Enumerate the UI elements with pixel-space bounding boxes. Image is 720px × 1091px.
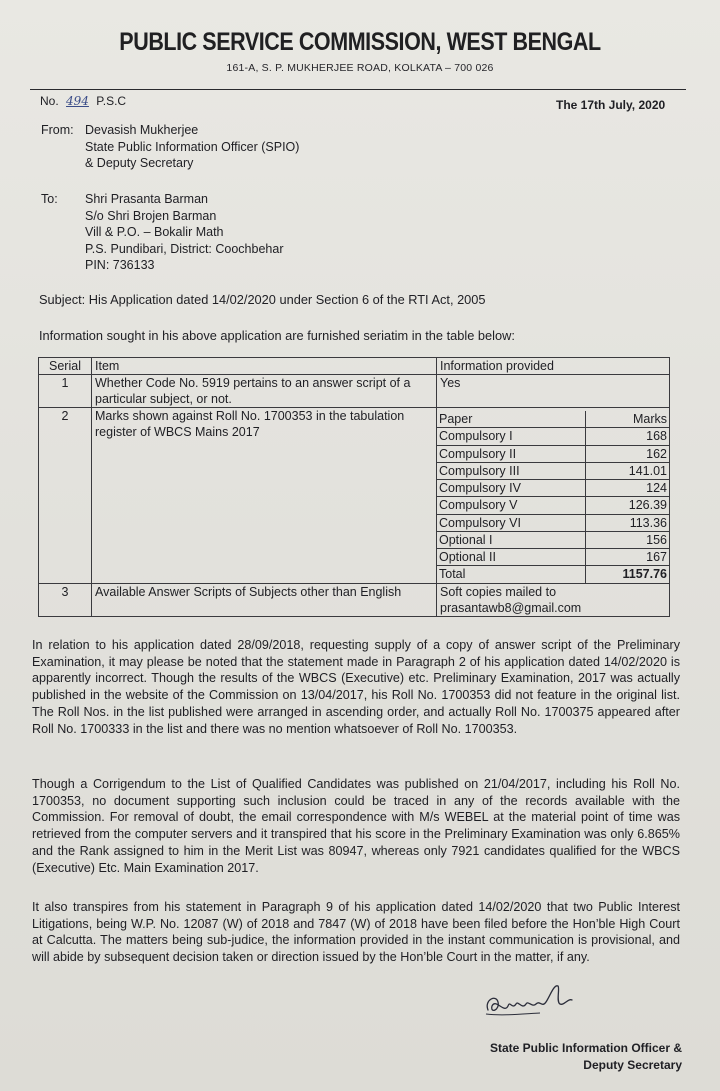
subject-line: Subject: His Application dated 14/02/2020 under Section 6 of the RTI Act, 2005: [39, 292, 486, 307]
row-info: [437, 583, 670, 616]
information-table: [38, 357, 670, 617]
marks-row: [437, 462, 669, 479]
total-label: Total: [437, 566, 585, 583]
signoff-line: State Public Information Officer &: [489, 1041, 682, 1055]
marks-header-marks: Marks: [585, 411, 669, 428]
marks-row: [437, 480, 669, 497]
paper-name: Compulsory II: [437, 445, 585, 462]
signature-image: [482, 980, 582, 1022]
paper-marks: 141.01: [585, 462, 669, 479]
marks-cell: [437, 408, 670, 584]
to-block: [41, 191, 405, 274]
paragraph-3: It also transpires from his statement in Paragraph 9 of his application dated 14/02/2020 that two Public Interest Litigations, being W.P. No. 12087 (W) of 2018 and 7847 (W) of 2018 have been filed before the Hon’ble High Court at Calcutta. The matters being sub-judice, the information provided in the instant communication is provisional, and will abide by subsequent decision taken or direction issued by the Hon’ble Court in the matter, if any.: [32, 900, 680, 965]
to-line: P.S. Pundibari, District: Coochbehar: [85, 241, 284, 256]
paper-marks: 124: [585, 480, 669, 497]
paper-name: Compulsory VI: [437, 514, 585, 531]
to-line: PIN: 736133: [85, 258, 155, 272]
from-line: Devasish Mukherjee: [85, 123, 199, 137]
marks-row: [437, 445, 669, 462]
marks-header-row: [437, 411, 669, 428]
marks-total-row: [437, 566, 669, 583]
row-serial: 1: [39, 375, 92, 408]
paper-name: Compulsory IV: [437, 480, 585, 497]
table-header-row: [39, 358, 670, 375]
marks-row: [437, 514, 669, 531]
paper-marks: 168: [585, 428, 669, 445]
row-item: Marks shown against Roll No. 1700353 in the tabulation register of WBCS Mains 2017: [92, 408, 437, 584]
to-line: Vill & P.O. – Bokalir Math: [85, 225, 224, 239]
to-line: Shri Prasanta Barman: [85, 192, 208, 206]
to-label: To:: [41, 192, 58, 206]
row-info: Yes: [437, 375, 670, 408]
row-item: Available Answer Scripts of Subjects other than English: [92, 583, 437, 616]
paper-name: Compulsory V: [437, 497, 585, 514]
paper-marks: 113.36: [585, 514, 669, 531]
reference-number: [40, 94, 126, 110]
signoff-line: Deputy Secretary: [583, 1057, 682, 1072]
marks-table: [437, 411, 669, 583]
marks-row: [437, 531, 669, 548]
from-line: State Public Information Officer (SPIO): [85, 139, 300, 154]
table-row: [39, 408, 670, 584]
marks-row: [437, 428, 669, 445]
info-line: Soft copies mailed to: [440, 584, 557, 599]
paper-name: Optional I: [437, 531, 585, 548]
paragraph-2: Though a Corrigendum to the List of Qualified Candidates was published on 21/04/2017, including his Roll No. 1700353, no document supporting such inclusion could be traced in any of the records available with the Commission. For removal of doubt, the email correspondence with M/s WEBEL at the material point of time was retrieved from the computer servers and it transpired that his score in the Preliminary Examination was only 6.865% and the Rank assigned to him in the Merit List was 80947, whereas only 7921 candidates qualified for the WBCS (Executive) Etc. Main Examination 2017.: [32, 777, 680, 875]
marks-row: [437, 549, 669, 566]
table-row: [39, 583, 670, 616]
paper-name: Optional II: [437, 549, 585, 566]
marks-header-paper: Paper: [437, 411, 585, 428]
intro-line: Information sought in his above application are furnished seriatim in the table below:: [39, 328, 515, 343]
paper-marks: 156: [585, 531, 669, 548]
paragraph-1: In relation to his application dated 28/09/2018, requesting supply of a copy of answer script of the Preliminary Examination, it may please be noted that the statement made in Paragraph 2 of his application dated 14/02/2020 is apparently incorrect. Though the results of the WBCS (Executive) etc. Preliminary Examination, 2017 was actually published in the website of the Commission on 13/04/2017, his Roll No. 1700353 did not feature in the original list. The Roll Nos. in the list published were arranged in ascending order, and actually Roll No. 1700375 appeared after Roll No. 1700333 in the list and there was no mention whatsoever of Roll No. 1700353.: [32, 638, 680, 736]
email-address: prasantawb8@gmail.com: [440, 600, 582, 615]
from-block: [41, 122, 385, 172]
marks-row: [437, 497, 669, 514]
header-info: Information provided: [437, 358, 670, 375]
row-item: Whether Code No. 5919 pertains to an answer script of a particular subject, or not.: [92, 375, 437, 408]
letter-date: The 17th July, 2020: [556, 98, 666, 112]
header-serial: Serial: [39, 358, 92, 375]
table-row: [39, 375, 670, 408]
commission-title: PUBLIC SERVICE COMMISSION, WEST BENGAL: [119, 28, 601, 56]
header-divider: [30, 89, 686, 90]
paper-name: Compulsory I: [437, 428, 585, 445]
paper-marks: 167: [585, 549, 669, 566]
to-line: S/o Shri Brojen Barman: [85, 208, 217, 223]
from-line: & Deputy Secretary: [85, 156, 194, 170]
ref-number-handwritten: 494: [66, 94, 89, 108]
paper-marks: 126.39: [585, 497, 669, 514]
ref-prefix: No.: [40, 94, 59, 108]
from-label: From:: [41, 123, 74, 137]
row-serial: 2: [39, 408, 92, 584]
signoff-block: [460, 1040, 682, 1074]
paper-name: Compulsory III: [437, 462, 585, 479]
paper-marks: 162: [585, 445, 669, 462]
header-item: Item: [92, 358, 437, 375]
total-marks: 1157.76: [622, 567, 667, 582]
row-serial: 3: [39, 583, 92, 616]
ref-suffix: P.S.C: [96, 94, 127, 108]
commission-address: 161-A, S. P. MUKHERJEE ROAD, KOLKATA – 700 026: [226, 62, 494, 74]
